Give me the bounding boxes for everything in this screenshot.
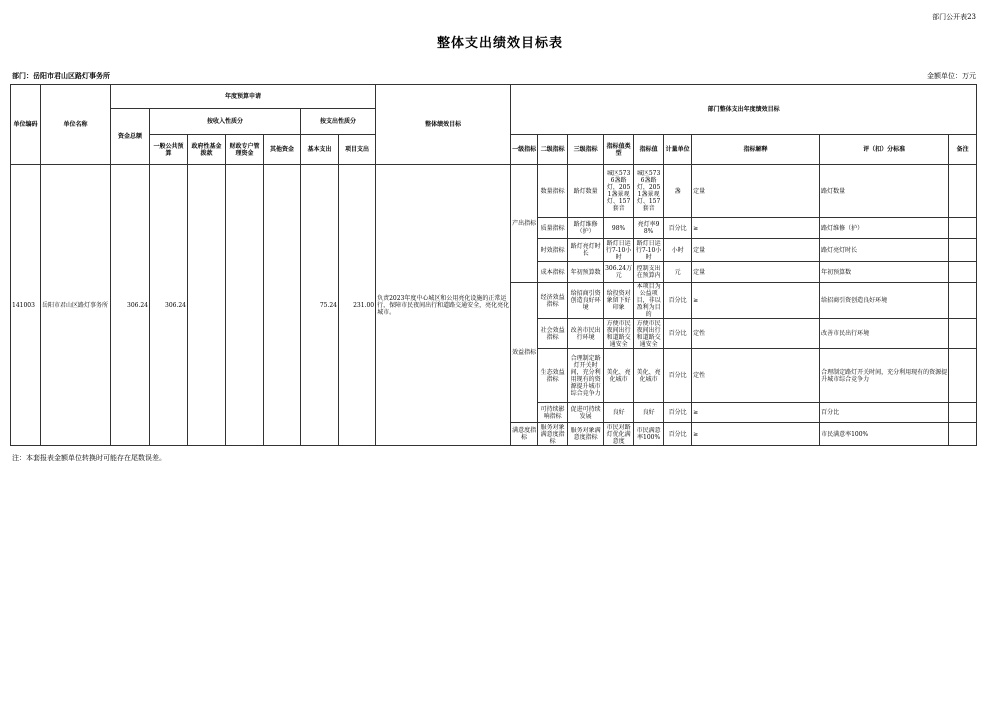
cell-explanation: 定性 (692, 319, 820, 349)
cell-level3: 路灯数量 (568, 165, 604, 218)
cell-value (634, 319, 664, 349)
cell-measure-unit: 盏 (664, 165, 692, 218)
cell-explanation: 定量 (692, 165, 820, 218)
header-measure-unit: 计量单位 (664, 135, 692, 165)
header-remark: 备注 (949, 135, 977, 165)
header-unit-name: 单位名称 (41, 85, 111, 165)
cell-level3: 年初预算数 (568, 262, 604, 283)
cell-remark (949, 218, 977, 239)
cell-value-type (604, 165, 634, 218)
cell-level3: 给招商引资创造良好环境 (568, 283, 604, 319)
cell-unit-code: 141003 (11, 165, 41, 446)
cell-remark (949, 319, 977, 349)
page-title: 整体支出绩效目标表 (436, 36, 563, 51)
header-level2: 二级指标 (538, 135, 568, 165)
header-other-fund: 其他资金 (264, 135, 301, 165)
header-total-funds: 资金总额 (111, 109, 150, 165)
cell-value-type-text: 方便市民夜间出行和道路交通安全 (606, 319, 631, 348)
cell-level2: 质量指标 (538, 218, 568, 239)
cell-explanation: ≥ (692, 423, 820, 446)
cell-remark (949, 283, 977, 319)
cell-explanation: ≥ (692, 218, 820, 239)
cell-scoring: 改善市民出行环境 (820, 319, 949, 349)
cell-remark (949, 423, 977, 446)
cell-basic-expense: 75.24 (301, 165, 339, 446)
cell-level2: 经济效益指标 (538, 283, 568, 319)
cell-gov-fund (188, 165, 226, 446)
cell-measure-unit: 百分比 (664, 319, 692, 349)
cell-measure-unit: 百分比 (664, 283, 692, 319)
cell-measure-unit: 小时 (664, 239, 692, 262)
cell-level2: 时效指标 (538, 239, 568, 262)
cell-measure-unit: 百分比 (664, 423, 692, 446)
cell-level1-output: 产出指标 (511, 165, 538, 283)
cell-level3: 路灯亮灯时长 (568, 239, 604, 262)
cell-value-type (604, 239, 634, 262)
cell-level3 (568, 423, 604, 446)
header-by-income: 按收入性质分 (150, 109, 301, 135)
cell-scoring: 路灯数量 (820, 165, 949, 218)
header-level3: 三级指标 (568, 135, 604, 165)
amount-unit-label: 金额单位：万元 (927, 72, 976, 80)
cell-scoring: 市民满意率100% (820, 423, 949, 446)
header-special-fund: 财政专户管理资金 (226, 135, 264, 165)
cell-value-text: 控制支出在预算内 (636, 265, 661, 279)
cell-value-text: 市民满意率100% (636, 427, 661, 441)
cell-level3-text: 服务对象满意度指标 (570, 427, 601, 441)
table-row (11, 165, 977, 218)
cell-value-text: 本项目为公益项目，非以盈利为目的 (636, 283, 661, 318)
cell-value (634, 262, 664, 283)
cell-level3: 改善市民出行环境 (568, 319, 604, 349)
cell-level2: 社会效益指标 (538, 319, 568, 349)
header-overall-goal: 整体绩效目标 (376, 85, 511, 165)
cell-explanation: 定量 (692, 239, 820, 262)
cell-remark (949, 403, 977, 423)
cell-level3: 合理制定路灯开关时间，充分利用现有的资源提升城市综合竞争力 (568, 349, 604, 403)
cell-level3: 路灯维修（护） (568, 218, 604, 239)
cell-remark (949, 349, 977, 403)
header-dept-goal: 部门整体支出年度绩效目标 (511, 85, 977, 135)
cell-measure-unit: 百分比 (664, 349, 692, 403)
cell-value (634, 239, 664, 262)
cell-measure-unit: 百分比 (664, 218, 692, 239)
cell-value-type: 良好 (604, 403, 634, 423)
cell-value (634, 423, 664, 446)
header-explanation: 指标解释 (692, 135, 820, 165)
cell-level2: 数量指标 (538, 165, 568, 218)
footnote: 注：本套报表金额单位转换时可能存在尾数误差。 (12, 454, 166, 462)
cell-explanation: ≥ (692, 403, 820, 423)
cell-overall-goal: 负责2023年度中心城区和公用亮化设施的正常运行，保障市民夜间出行和道路交通安全，亮化亮化城市。 (376, 165, 511, 446)
header-by-expense: 按支出性质分 (301, 109, 376, 135)
cell-value-type: 98% (604, 218, 634, 239)
header-value: 指标值 (634, 135, 664, 165)
cell-measure-unit: 百分比 (664, 403, 692, 423)
cell-value-type (604, 319, 634, 349)
cell-value-type: 306.24万元 (604, 262, 634, 283)
cell-total-funds: 306.24 (111, 165, 150, 446)
cell-explanation: 定性 (692, 349, 820, 403)
cell-level2: 可持续影响指标 (538, 403, 568, 423)
header-unit-code: 单位编码 (11, 85, 41, 165)
header-annual-budget: 年度预算申请 (111, 85, 376, 109)
cell-special-fund (226, 165, 264, 446)
cell-value: 良好 (634, 403, 664, 423)
cell-explanation: ≥ (692, 283, 820, 319)
cell-value-text: 方便市民夜间出行和道路交通安全 (636, 319, 661, 348)
cell-value: 亮灯率98% (634, 218, 664, 239)
cell-level3: 促进可持续发展 (568, 403, 604, 423)
cell-value (634, 165, 664, 218)
cell-value-text: 路灯日运行7-10小时 (635, 239, 662, 261)
header-gov-fund: 政府性基金拨款 (188, 135, 226, 165)
cell-scoring: 百分比 (820, 403, 949, 423)
cell-value-type: 美化、亮化城市 (604, 349, 634, 403)
cell-scoring: 路灯维修（护） (820, 218, 949, 239)
cell-level1-benefit: 效益指标 (511, 283, 538, 423)
cell-level2-text: 服务对象满意度指标 (540, 423, 565, 445)
cell-value (634, 283, 664, 319)
cell-value-text: 城区5736盏路灯，2051盏景观灯、157套音 (636, 170, 661, 212)
cell-value-type: 给投资对象留下好印象 (604, 283, 634, 319)
cell-level1-satisfaction: 满意度指标 (511, 423, 538, 446)
header-level1: 一级指标 (511, 135, 538, 165)
performance-table (10, 84, 977, 446)
cell-value-type-text: 城区5736盏路灯，2051盏景观灯、157套音 (606, 170, 631, 212)
cell-value-type-text: 路灯日运行7-10小时 (605, 239, 632, 261)
header-scoring: 评（扣）分标准 (820, 135, 949, 165)
cell-scoring: 合理制定路灯开关时间，充分利用现有的资源提升城市综合竞争力 (820, 349, 949, 403)
cell-project-expense: 231.00 (339, 165, 376, 446)
cell-unit-name: 岳阳市君山区路灯事务所 (41, 165, 111, 446)
cell-level2: 生态效益指标 (538, 349, 568, 403)
table-number: 部门公开表23 (932, 13, 976, 21)
cell-level2 (538, 423, 568, 446)
header-project-expense: 项目支出 (339, 135, 376, 165)
cell-general-budget: 306.24 (150, 165, 188, 446)
cell-remark (949, 165, 977, 218)
cell-other-fund (264, 165, 301, 446)
cell-remark (949, 262, 977, 283)
cell-explanation: 定量 (692, 262, 820, 283)
cell-value-type-text: 市民对路灯优化满意度 (606, 423, 631, 445)
cell-scoring: 给招商引资创造良好环境 (820, 283, 949, 319)
cell-measure-unit: 元 (664, 262, 692, 283)
header-value-type: 指标值类型 (604, 135, 634, 165)
cell-value: 美化、亮化城市 (634, 349, 664, 403)
cell-remark (949, 239, 977, 262)
cell-scoring: 年初预算数 (820, 262, 949, 283)
cell-scoring: 路灯亮灯时长 (820, 239, 949, 262)
cell-value-type (604, 423, 634, 446)
cell-level2: 成本指标 (538, 262, 568, 283)
header-basic-expense: 基本支出 (301, 135, 339, 165)
department-label: 部门：岳阳市君山区路灯事务所 (12, 71, 110, 80)
header-general-budget: 一般公共预算 (150, 135, 188, 165)
